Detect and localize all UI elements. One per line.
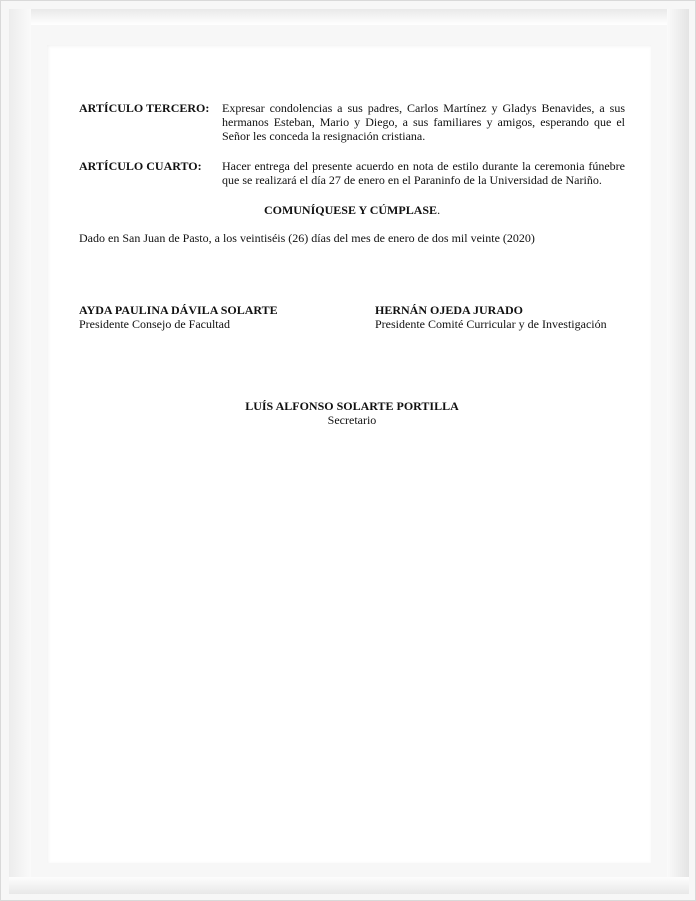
dated-statement: Dado en San Juan de Pasto, a los veintiséis (26) días del mes de enero de dos mil veinte (2020)	[79, 231, 535, 245]
secretary-role: Secretario	[327, 413, 377, 427]
signature-left	[79, 303, 375, 331]
document-body	[79, 101, 625, 427]
article-text: Hacer entrega del presente acuerdo en nota de estilo durante la ceremonia fúnebre que se realizará el día 27 de enero en el Paraninfo de la Universidad de Nariño.	[222, 159, 625, 187]
signature-secretary	[79, 399, 625, 427]
signer-role: Presidente Comité Curricular y de Investigación	[375, 317, 607, 331]
frame-bevel-left	[9, 9, 31, 894]
article-fourth	[79, 159, 625, 187]
signature-right	[375, 303, 625, 331]
frame-bevel-right	[667, 9, 689, 894]
article-label: ARTÍCULO CUARTO:	[79, 159, 202, 173]
frame-bevel-top	[9, 9, 689, 25]
secretary-name: LUÍS ALFONSO SOLARTE PORTILLA	[245, 399, 459, 413]
closing-title-text: COMUNÍQUESE Y CÚMPLASE	[263, 203, 438, 217]
closing-title-suffix: .	[437, 203, 441, 217]
article-third	[79, 101, 625, 143]
frame-bevel-bottom	[9, 877, 689, 894]
article-text: Expresar condolencias a sus padres, Carlos Martínez y Gladys Benavides, a sus hermanos Esteban, Mario y Diego, a sus familiares y amigos, esperando que el Señor les conceda la resignación cristiana.	[222, 101, 625, 143]
signer-name: HERNÁN OJEDA JURADO	[375, 303, 524, 317]
closing-title	[79, 203, 625, 217]
article-label: ARTÍCULO TERCERO:	[79, 101, 210, 115]
signer-role: Presidente Consejo de Facultad	[79, 317, 230, 331]
signer-name: AYDA PAULINA DÁVILA SOLARTE	[79, 303, 278, 317]
signature-row	[79, 303, 625, 331]
